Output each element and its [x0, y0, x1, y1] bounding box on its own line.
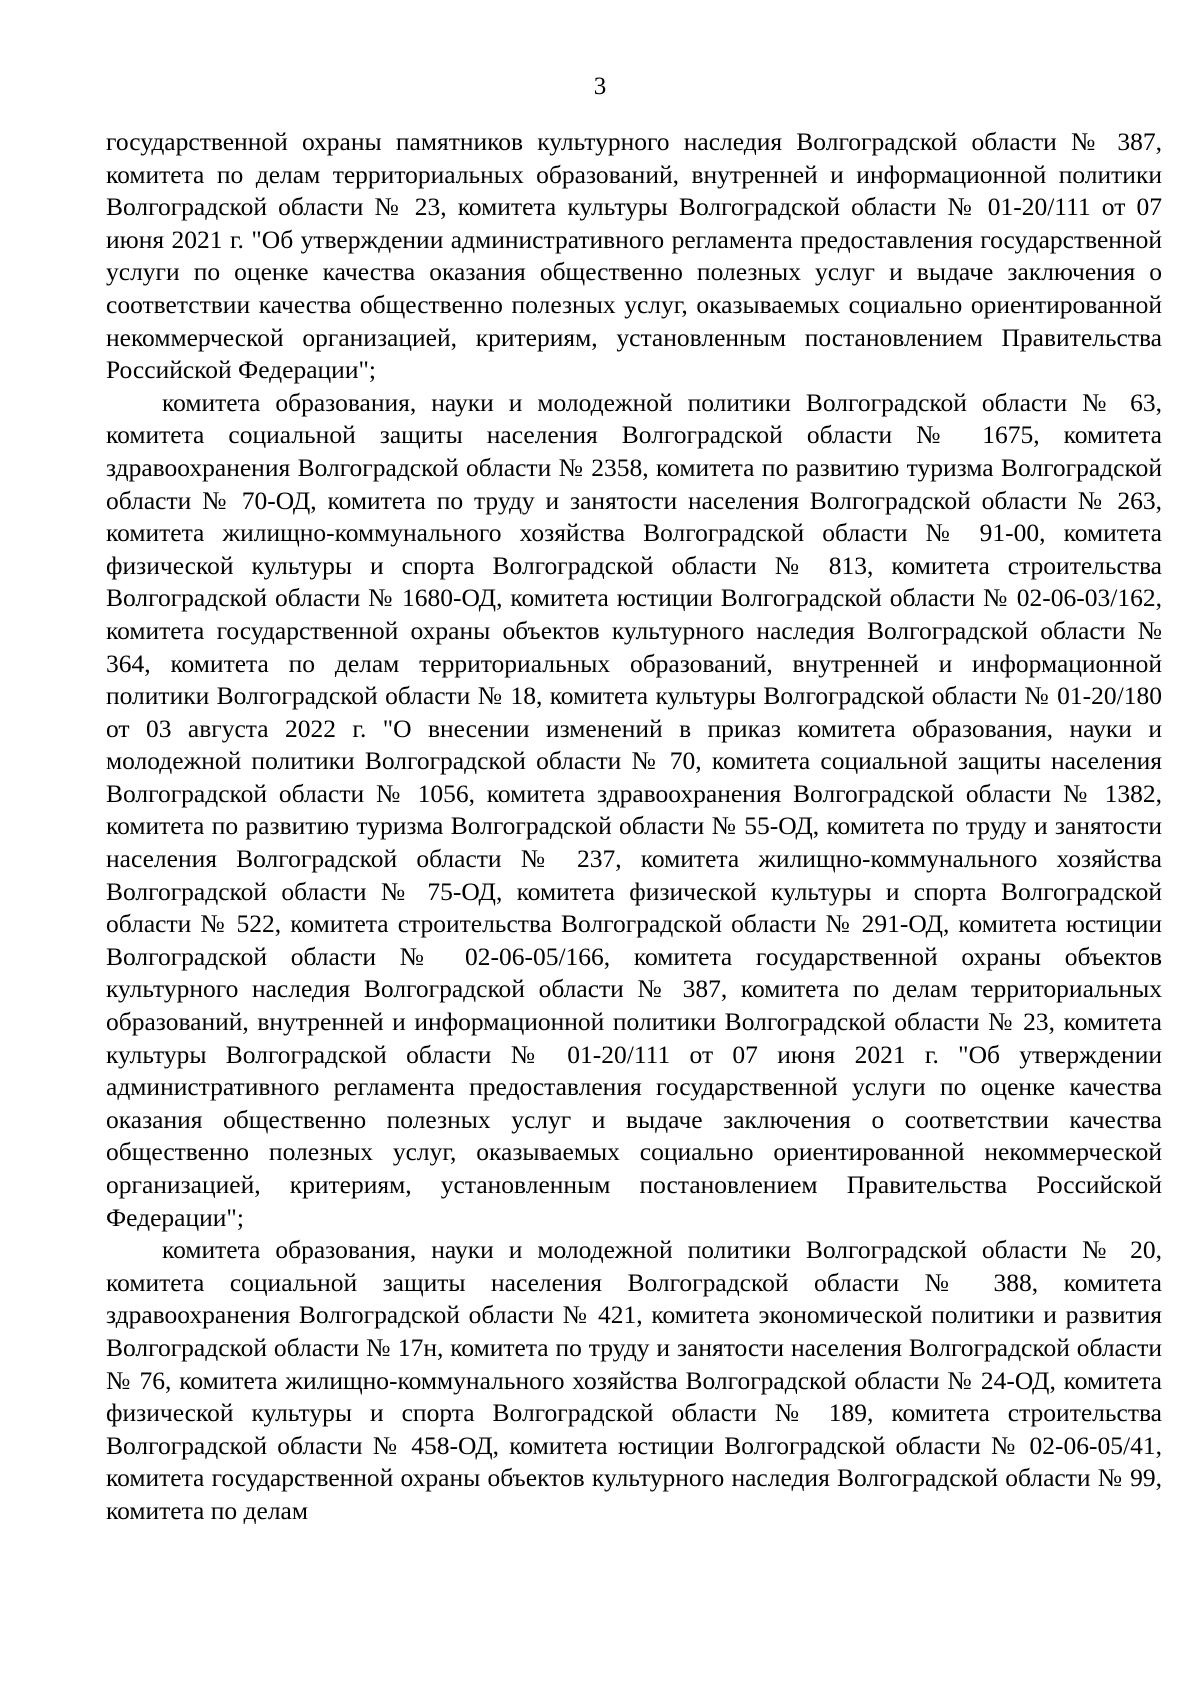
- page-number: 3: [593, 73, 607, 100]
- paragraph: комитета образования, науки и молодежной политики Волгоградской области № 20, комитета социальной защиты населения Волгоградской области № 388, комитета здравоохранения Волгоградской области № 421, комитета экономической политики и развития Волгоградской области № 17н, комитета по труду и занятости населения Волгоградской области № 76, комитета жилищно-коммунального хозяйства Волгоградской области № 24-ОД, комитета физической культуры и спорта Волгоградской области № 189, комитета строительства Волгоградской области № 458-ОД, комитета юстиции Волгоградской области № 02-06-05/41, комитета государственной охраны объектов культурного наследия Волгоградской области № 99, комитета по делам: [106, 1235, 1162, 1525]
- paragraph: комитета образования, науки и молодежной политики Волгоградской области № 63, комитета социальной защиты населения Волгоградской области № 1675, комитета здравоохранения Волгоградской области № 2358, комитета по развитию туризма Волгоградской области № 70-ОД, комитета по труду и занятости населения Волгоградской области № 263, комитета жилищно-коммунального хозяйства Волгоградской области № 91-00, комитета физической культуры и спорта Волгоградской области № 813, комитета строительства Волгоградской области № 1680-ОД, комитета юстиции Волгоградской области № 02-06-03/162, комитета государственной охраны объектов культурного наследия Волгоградской области № 364, комитета по делам территориальных образований, внутренней и информационной политики Волгоградской области № 18, комитета культуры Волгоградской области № 01-20/180 от 03 августа 2022 г. "О внесении изменений в приказ комитета образования, науки и молодежной политики Волгоградской области № 70, комитета социальной защиты населения Волгоградской области № 1056, комитета здравоохранения Волгоградской области № 1382, комитета по развитию туризма Волгоградской области № 55-ОД, комитета по труду и занятости населения Волгоградской области № 237, комитета жилищно-коммунального хозяйства Волгоградской области № 75-ОД, комитета физической культуры и спорта Волгоградской области № 522, комитета строительства Волгоградской области № 291-ОД, комитета юстиции Волгоградской области № 02-06-05/166, комитета государственной охраны объектов культурного наследия Волгоградской области № 387, комитета по делам территориальных образований, внутренней и информационной политики Волгоградской области № 23, комитета культуры Волгоградской области № 01-20/111 от 07 июня 2021 г. "Об утверждении административного регламента предоставления государственной услуги по оценке качества оказания общественно полезных услуг и выдаче заключения о соответствии качества общественно полезных услуг, оказываемых социально ориентированной некоммерческой организацией, критериям, установленным постановлением Правительства Российской Федерации";: [106, 387, 1162, 1232]
- document-body: [106, 126, 1162, 1528]
- paragraph-continuation: государственной охраны памятников культурного наследия Волгоградской области № 387, комитета по делам территориальных образований, внутренней и информационной политики Волгоградской области № 23, комитета культуры Волгоградской области № 01-20/111 от 07 июня 2021 г. "Об утверждении административного регламента предоставления государственной услуги по оценке качества оказания общественно полезных услуг и выдаче заключения о соответствии качества общественно полезных услуг, оказываемых социально ориентированной некоммерческой организацией, критериям, установленным постановлением Правительства Российской Федерации";: [106, 127, 1162, 385]
